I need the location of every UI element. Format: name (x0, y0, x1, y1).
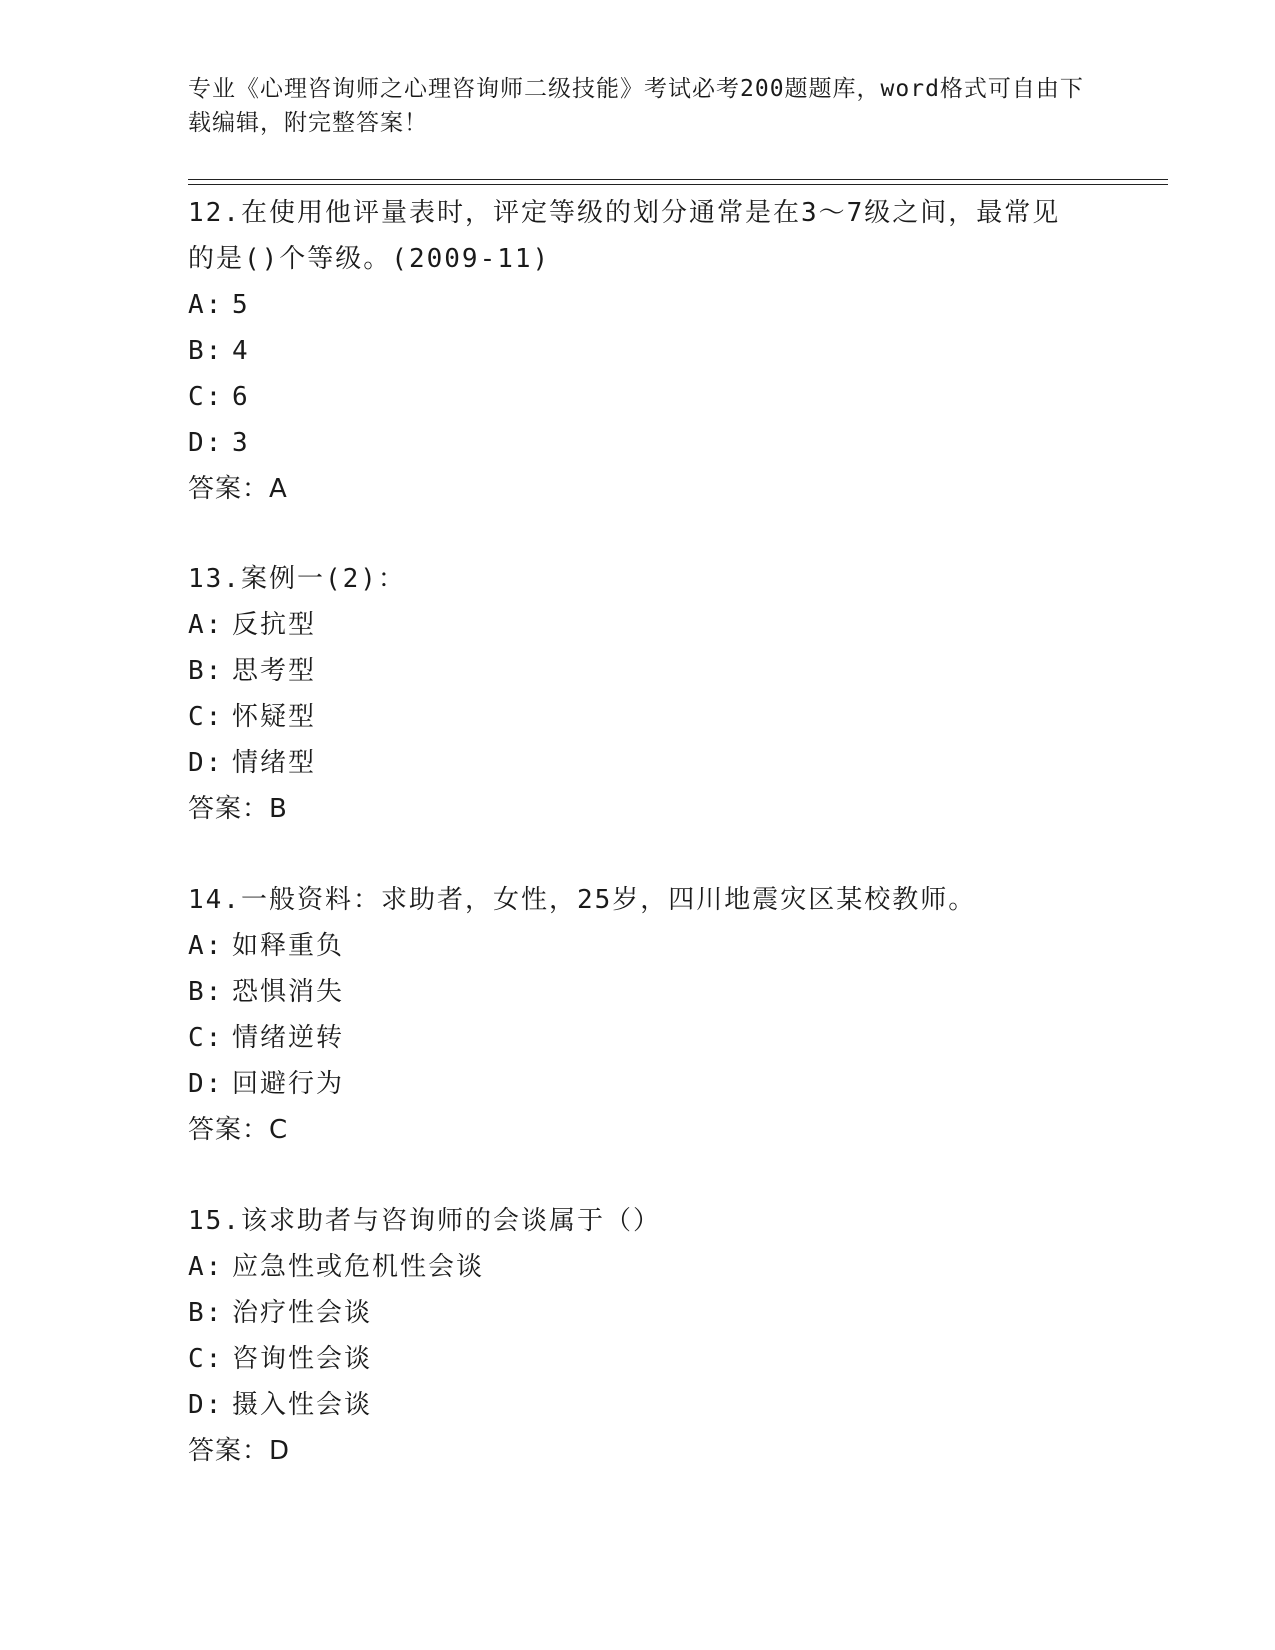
question-stem: 13.案例一(2)： (188, 564, 406, 594)
document-header: 专业《心理咨询师之心理咨询师二级技能》考试必考200题题库，word格式可自由下载编辑，附完整答案！ (188, 76, 1084, 136)
option-letter: C: (188, 382, 224, 412)
option-letter: B: (188, 656, 224, 686)
option-letter: D: (188, 748, 224, 778)
option-letter: D: (188, 1390, 224, 1420)
question-stem: 12.在使用他评量表时，评定等级的划分通常是在3～7级之间，最常见的是()个等级。(2009-11) (188, 198, 1061, 274)
option-letter: D: (188, 1069, 224, 1099)
option-letter: A: (188, 931, 224, 961)
option-d (188, 1061, 1088, 1107)
question-14 (188, 877, 1088, 1153)
option-a (188, 923, 1088, 969)
option-text: 回避行为 (232, 1069, 345, 1099)
option-letter: C: (188, 702, 224, 732)
option-text: 思考型 (232, 656, 317, 686)
option-text: 情绪型 (232, 748, 317, 778)
option-d (188, 420, 1088, 466)
option-d (188, 740, 1088, 786)
option-text: 情绪逆转 (232, 1023, 345, 1053)
option-a (188, 1244, 1088, 1290)
option-a (188, 602, 1088, 648)
header-divider-top (188, 179, 1168, 180)
option-text: 4 (232, 336, 250, 366)
option-text: 3 (232, 428, 250, 458)
option-d (188, 1382, 1088, 1428)
option-letter: A: (188, 290, 224, 320)
option-c (188, 1015, 1088, 1061)
answer-label: 答案：D (188, 1436, 291, 1466)
option-text: 反抗型 (232, 610, 317, 640)
option-letter: C: (188, 1344, 224, 1374)
option-text: 5 (232, 290, 250, 320)
option-letter: A: (188, 610, 224, 640)
option-text: 治疗性会谈 (232, 1298, 373, 1328)
option-a (188, 282, 1088, 328)
option-b (188, 1290, 1088, 1336)
option-text: 摄入性会谈 (232, 1390, 373, 1420)
question-15 (188, 1198, 1088, 1474)
option-letter: D: (188, 428, 224, 458)
header-divider-bottom (188, 184, 1168, 185)
option-letter: B: (188, 1298, 224, 1328)
answer-label: 答案：A (188, 474, 288, 504)
option-letter: C: (188, 1023, 224, 1053)
option-text: 6 (232, 382, 250, 412)
question-stem: 15.该求助者与咨询师的会谈属于（） (188, 1206, 661, 1236)
answer-label: 答案：B (188, 794, 288, 824)
option-text: 如释重负 (232, 931, 345, 961)
option-text: 恐惧消失 (232, 977, 345, 1007)
question-12 (188, 190, 1088, 512)
option-b (188, 648, 1088, 694)
option-c (188, 374, 1088, 420)
option-letter: B: (188, 977, 224, 1007)
option-letter: A: (188, 1252, 224, 1282)
answer-label: 答案：C (188, 1115, 289, 1145)
option-text: 咨询性会谈 (232, 1344, 373, 1374)
question-13 (188, 556, 1088, 832)
option-b (188, 969, 1088, 1015)
option-c (188, 1336, 1088, 1382)
question-stem: 14.一般资料：求助者，女性，25岁，四川地震灾区某校教师。 (188, 885, 977, 915)
option-b (188, 328, 1088, 374)
option-c (188, 694, 1088, 740)
option-text: 应急性或危机性会谈 (232, 1252, 485, 1282)
option-letter: B: (188, 336, 224, 366)
option-text: 怀疑型 (232, 702, 317, 732)
